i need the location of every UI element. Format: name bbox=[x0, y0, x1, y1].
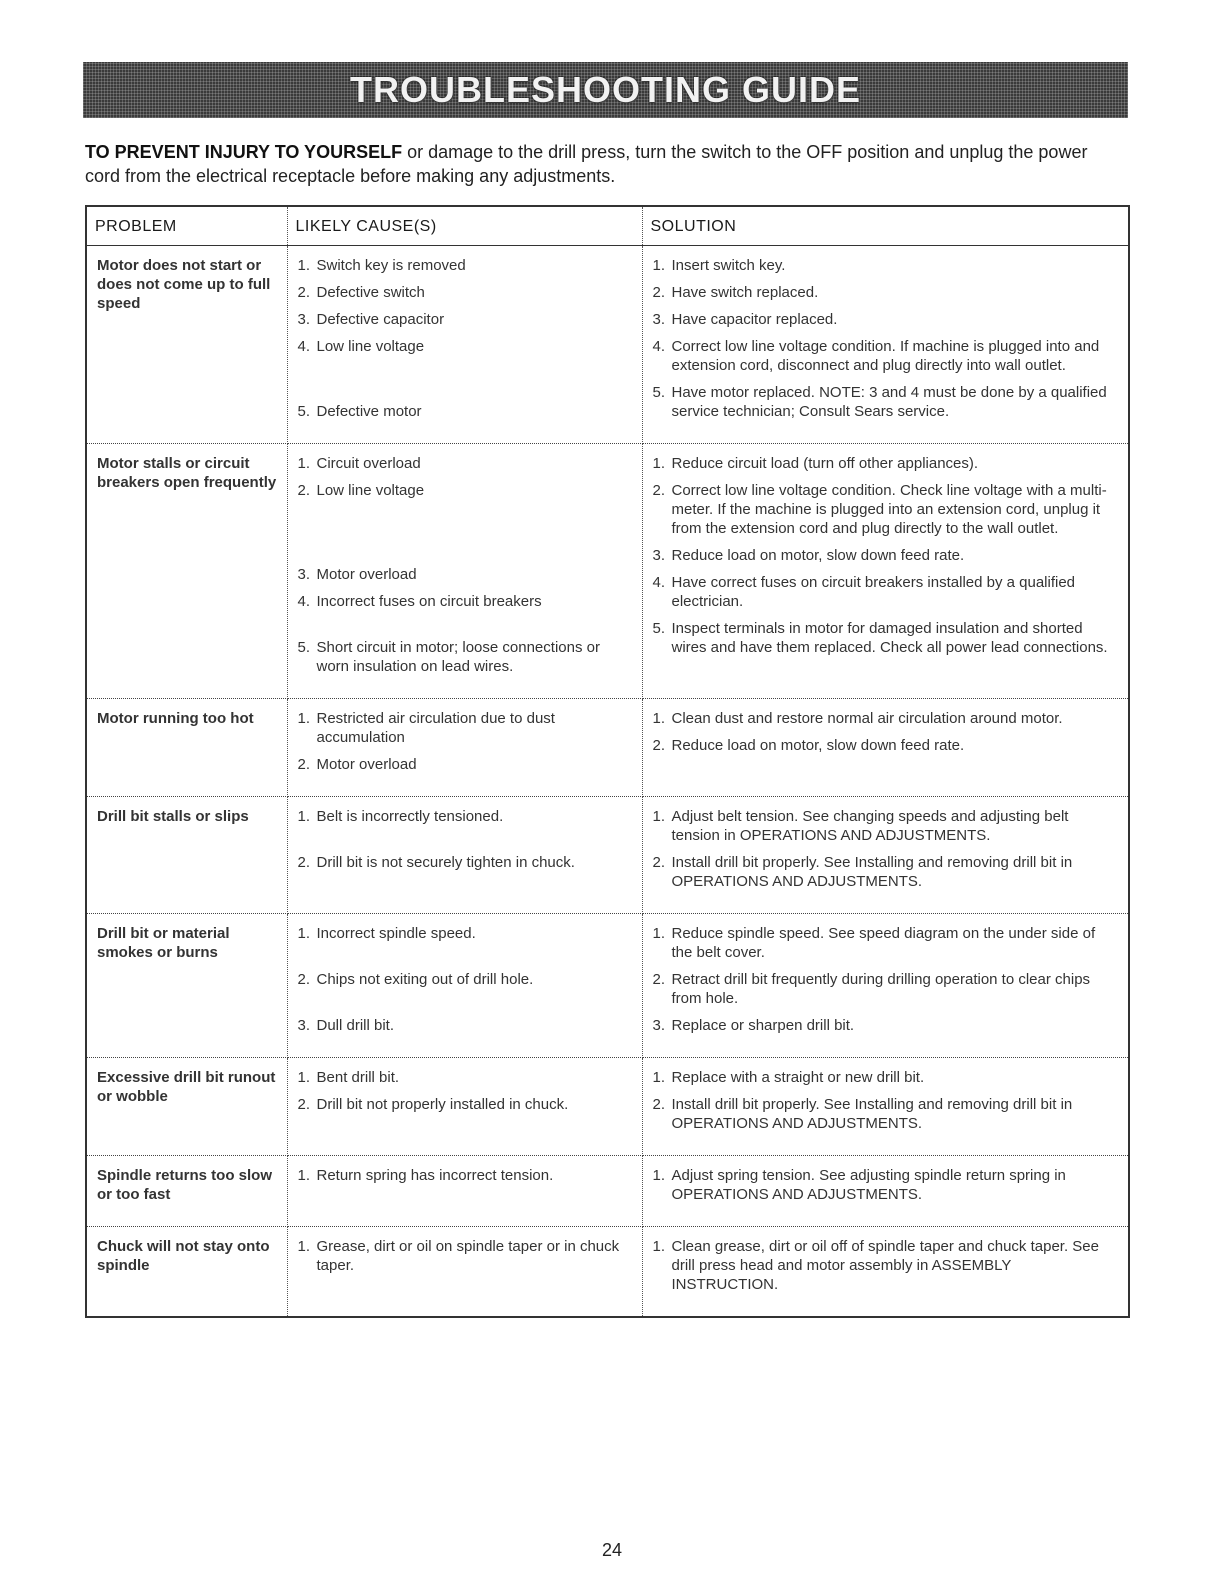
problem-cell: Motor running too hot bbox=[86, 699, 287, 797]
cause-item-list bbox=[298, 924, 634, 1035]
cause-item-text: Defective capacitor bbox=[316, 311, 445, 328]
solution-item-text: Have correct fuses on circuit breakers installed by a qualified electrician. bbox=[671, 574, 1076, 610]
solution-item-number: 3. bbox=[652, 547, 666, 564]
safety-warning-emphasis: TO PREVENT INJURY TO YOURSELF bbox=[85, 142, 403, 162]
solution-item bbox=[653, 736, 1121, 755]
solution-item-text: Clean grease, dirt or oil off of spindle taper and chuck taper. See drill press head and motor assembly in ASSEMBLY INSTRUCTION. bbox=[671, 1238, 1099, 1293]
solution-item-list bbox=[653, 1068, 1121, 1133]
solution-item-number: 1. bbox=[652, 925, 666, 942]
solution-item bbox=[653, 709, 1121, 728]
solution-item bbox=[653, 1068, 1121, 1087]
solution-item-text: Install drill bit properly. See Installing and removing drill bit in OPERATIONS AND ADJUSTMENTS. bbox=[671, 1096, 1073, 1132]
causes-cell bbox=[287, 444, 642, 699]
table-row bbox=[86, 797, 1129, 914]
causes-cell bbox=[287, 1156, 642, 1227]
solution-item-number: 1. bbox=[652, 808, 666, 825]
causes-cell bbox=[287, 1058, 642, 1156]
cause-item bbox=[298, 924, 634, 962]
solution-item-number: 2. bbox=[652, 1096, 666, 1113]
cause-item bbox=[298, 1095, 634, 1114]
solution-item-text: Reduce load on motor, slow down feed rate. bbox=[671, 737, 965, 754]
cause-item-list bbox=[298, 709, 634, 774]
cause-item-number: 1. bbox=[297, 808, 311, 825]
cause-item-number: 1. bbox=[297, 710, 311, 727]
cause-item-number: 1. bbox=[297, 257, 311, 274]
cause-item-text: Drill bit not properly installed in chuck. bbox=[316, 1096, 569, 1113]
table-row bbox=[86, 444, 1129, 699]
causes-cell bbox=[287, 246, 642, 444]
table-row bbox=[86, 699, 1129, 797]
solution-item bbox=[653, 1237, 1121, 1294]
cause-item-number: 1. bbox=[297, 1238, 311, 1255]
solution-item-number: 1. bbox=[652, 1238, 666, 1255]
solution-item-number: 1. bbox=[652, 710, 666, 727]
cause-item-number: 1. bbox=[297, 455, 311, 472]
cause-item-list bbox=[298, 807, 634, 872]
table-row bbox=[86, 246, 1129, 444]
solution-item-list bbox=[653, 454, 1121, 657]
solution-item bbox=[653, 1016, 1121, 1035]
table-row bbox=[86, 914, 1129, 1058]
cause-item-list bbox=[298, 256, 634, 421]
cause-item bbox=[298, 592, 634, 630]
solution-item bbox=[653, 924, 1121, 962]
cause-item-number: 3. bbox=[297, 566, 311, 583]
safety-warning bbox=[85, 140, 1125, 188]
problem-cell: Motor does not start or does not come up to full speed bbox=[86, 246, 287, 444]
solution-item bbox=[653, 1095, 1121, 1133]
solutions-cell bbox=[642, 1227, 1129, 1318]
solution-item-list bbox=[653, 924, 1121, 1035]
solution-item-number: 1. bbox=[652, 257, 666, 274]
solution-item bbox=[653, 970, 1121, 1008]
solution-item-text: Reduce spindle speed. See speed diagram on the under side of the belt cover. bbox=[671, 925, 1096, 961]
causes-cell bbox=[287, 797, 642, 914]
causes-cell bbox=[287, 699, 642, 797]
cause-item bbox=[298, 310, 634, 329]
cause-item bbox=[298, 565, 634, 584]
cause-item bbox=[298, 256, 634, 275]
cause-item bbox=[298, 853, 634, 872]
cause-item bbox=[298, 481, 634, 557]
cause-item-number: 2. bbox=[297, 284, 311, 301]
cause-item-number: 1. bbox=[297, 1167, 311, 1184]
cause-item-number: 2. bbox=[297, 756, 311, 773]
cause-item-number: 3. bbox=[297, 311, 311, 328]
solution-item-text: Adjust belt tension. See changing speeds and adjusting belt tension in OPERATIONS AND ADJUSTMENTS. bbox=[671, 808, 1069, 844]
causes-cell bbox=[287, 1227, 642, 1318]
cause-item-text: Grease, dirt or oil on spindle taper or in chuck taper. bbox=[316, 1238, 620, 1274]
solution-item bbox=[653, 546, 1121, 565]
solution-item-text: Inspect terminals in motor for damaged insulation and shorted wires and have them replaced. Check all power lead connections. bbox=[671, 620, 1108, 656]
cause-item bbox=[298, 638, 634, 676]
solution-item-text: Replace or sharpen drill bit. bbox=[671, 1017, 855, 1034]
cause-item-number: 2. bbox=[297, 1096, 311, 1113]
solution-item-text: Replace with a straight or new drill bit. bbox=[671, 1069, 925, 1086]
solution-item-number: 3. bbox=[652, 311, 666, 328]
cause-item-text: Low line voltage bbox=[316, 338, 425, 355]
solution-item-number: 1. bbox=[652, 1167, 666, 1184]
solution-item-text: Correct low line voltage condition. Check line voltage with a multi-meter. If the machine is plugged into an extension cord, unplug it from the extension cord and plug directly to the wall outlet. bbox=[671, 482, 1107, 537]
problem-cell: Drill bit stalls or slips bbox=[86, 797, 287, 914]
solutions-cell bbox=[642, 1058, 1129, 1156]
solution-item bbox=[653, 807, 1121, 845]
solution-item-number: 1. bbox=[652, 455, 666, 472]
solution-item-number: 2. bbox=[652, 854, 666, 871]
solution-item-text: Retract drill bit frequently during drilling operation to clear chips from hole. bbox=[671, 971, 1091, 1007]
cause-item bbox=[298, 1166, 634, 1185]
cause-item-text: Defective motor bbox=[316, 403, 422, 420]
cause-item-text: Bent drill bit. bbox=[316, 1069, 400, 1086]
problem-cell: Excessive drill bit runout or wobble bbox=[86, 1058, 287, 1156]
solution-item bbox=[653, 1166, 1121, 1204]
solution-item-number: 2. bbox=[652, 737, 666, 754]
solution-item-text: Have capacitor replaced. bbox=[671, 311, 838, 328]
cause-item-text: Return spring has incorrect tension. bbox=[316, 1167, 554, 1184]
solution-item bbox=[653, 573, 1121, 611]
solution-item-list bbox=[653, 1237, 1121, 1294]
cause-item-list bbox=[298, 1166, 634, 1185]
solution-item-list bbox=[653, 1166, 1121, 1204]
cause-item-number: 4. bbox=[297, 593, 311, 610]
cause-item-text: Circuit overload bbox=[316, 455, 421, 472]
problem-cell: Chuck will not stay onto spindle bbox=[86, 1227, 287, 1318]
solution-item-number: 5. bbox=[652, 384, 666, 401]
cause-item-text: Chips not exiting out of drill hole. bbox=[316, 971, 534, 988]
table-body bbox=[86, 246, 1129, 1318]
solution-item-number: 2. bbox=[652, 482, 666, 499]
cause-item-text: Incorrect fuses on circuit breakers bbox=[316, 593, 542, 610]
cause-item-number: 2. bbox=[297, 971, 311, 988]
solution-item-list bbox=[653, 709, 1121, 755]
cause-item bbox=[298, 970, 634, 1008]
cause-item bbox=[298, 283, 634, 302]
cause-item bbox=[298, 1068, 634, 1087]
cause-item-number: 5. bbox=[297, 639, 311, 656]
safety-warning-text: or damage to the drill press, turn the switch to the OFF position and unplug the power cord from the electrical receptacle before making any adjustments. bbox=[85, 142, 1088, 186]
table-row bbox=[86, 1227, 1129, 1318]
cause-item bbox=[298, 402, 634, 421]
cause-item-number: 1. bbox=[297, 925, 311, 942]
cause-item-text: Dull drill bit. bbox=[316, 1017, 395, 1034]
problem-cell: Motor stalls or circuit breakers open frequently bbox=[86, 444, 287, 699]
solution-item bbox=[653, 256, 1121, 275]
cause-item bbox=[298, 337, 634, 394]
cause-item-text: Short circuit in motor; loose connections or worn insulation on lead wires. bbox=[316, 639, 600, 675]
solution-item bbox=[653, 383, 1121, 421]
problem-cell: Spindle returns too slow or too fast bbox=[86, 1156, 287, 1227]
header-likely-causes: LIKELY CAUSE(S) bbox=[287, 206, 642, 246]
cause-item-text: Drill bit is not securely tighten in chuck. bbox=[316, 854, 575, 871]
cause-item-text: Incorrect spindle speed. bbox=[316, 925, 476, 942]
cause-item-number: 3. bbox=[297, 1017, 311, 1034]
cause-item-text: Defective switch bbox=[316, 284, 425, 301]
cause-item bbox=[298, 1237, 634, 1275]
header-solution: SOLUTION bbox=[642, 206, 1129, 246]
solution-item-text: Correct low line voltage condition. If machine is plugged into and extension cord, disconnect and plug directly into wall outlet. bbox=[671, 338, 1100, 374]
solution-item-text: Install drill bit properly. See Installing and removing drill bit in OPERATIONS AND ADJUSTMENTS. bbox=[671, 854, 1073, 890]
page-number: 24 bbox=[601, 1540, 623, 1560]
cause-item-number: 2. bbox=[297, 482, 311, 499]
table-row bbox=[86, 1156, 1129, 1227]
solution-item-text: Adjust spring tension. See adjusting spindle return spring in OPERATIONS AND ADJUSTMENTS. bbox=[671, 1167, 1066, 1203]
troubleshooting-table bbox=[85, 205, 1130, 1318]
solution-item bbox=[653, 619, 1121, 657]
solution-item bbox=[653, 283, 1121, 302]
solution-item-list bbox=[653, 807, 1121, 891]
solution-item-number: 3. bbox=[652, 1017, 666, 1034]
cause-item-text: Motor overload bbox=[316, 566, 417, 583]
solution-item bbox=[653, 310, 1121, 329]
solutions-cell bbox=[642, 797, 1129, 914]
solution-item-text: Have switch replaced. bbox=[671, 284, 819, 301]
solution-item-number: 2. bbox=[652, 971, 666, 988]
cause-item-text: Switch key is removed bbox=[316, 257, 466, 274]
header-problem: PROBLEM bbox=[86, 206, 287, 246]
solutions-cell bbox=[642, 914, 1129, 1058]
cause-item bbox=[298, 1016, 634, 1035]
cause-item-text: Restricted air circulation due to dust accumulation bbox=[316, 710, 555, 746]
cause-item-number: 2. bbox=[297, 854, 311, 871]
cause-item bbox=[298, 454, 634, 473]
solution-item bbox=[653, 481, 1121, 538]
solution-item-text: Have motor replaced. NOTE: 3 and 4 must be done by a qualified service technician; Consult Sears service. bbox=[671, 384, 1107, 420]
solution-item-list bbox=[653, 256, 1121, 421]
cause-item-list bbox=[298, 1068, 634, 1114]
cause-item bbox=[298, 709, 634, 747]
solutions-cell bbox=[642, 246, 1129, 444]
solution-item-number: 2. bbox=[652, 284, 666, 301]
page-title: TROUBLESHOOTING GUIDE bbox=[349, 69, 861, 110]
problem-cell: Drill bit or material smokes or burns bbox=[86, 914, 287, 1058]
solution-item-number: 4. bbox=[652, 574, 666, 591]
cause-item-number: 4. bbox=[297, 338, 311, 355]
solutions-cell bbox=[642, 1156, 1129, 1227]
cause-item-number: 1. bbox=[297, 1069, 311, 1086]
cause-item bbox=[298, 807, 634, 845]
solution-item bbox=[653, 337, 1121, 375]
solution-item-number: 4. bbox=[652, 338, 666, 355]
cause-item-number: 5. bbox=[297, 403, 311, 420]
table-row bbox=[86, 1058, 1129, 1156]
causes-cell bbox=[287, 914, 642, 1058]
cause-item-text: Motor overload bbox=[316, 756, 417, 773]
cause-item-text: Belt is incorrectly tensioned. bbox=[316, 808, 504, 825]
solution-item-text: Reduce load on motor, slow down feed rate. bbox=[671, 547, 965, 564]
solution-item bbox=[653, 454, 1121, 473]
solution-item-number: 1. bbox=[652, 1069, 666, 1086]
table-header-row bbox=[86, 206, 1129, 246]
cause-item bbox=[298, 755, 634, 774]
solution-item-text: Reduce circuit load (turn off other appliances). bbox=[671, 455, 979, 472]
solutions-cell bbox=[642, 699, 1129, 797]
solution-item-number: 5. bbox=[652, 620, 666, 637]
cause-item-list bbox=[298, 1237, 634, 1275]
cause-item-list bbox=[298, 454, 634, 676]
solution-item-text: Insert switch key. bbox=[671, 257, 786, 274]
solution-item-text: Clean dust and restore normal air circulation around motor. bbox=[671, 710, 1063, 727]
title-banner bbox=[83, 62, 1128, 118]
solution-item bbox=[653, 853, 1121, 891]
solutions-cell bbox=[642, 444, 1129, 699]
cause-item-text: Low line voltage bbox=[316, 482, 425, 499]
